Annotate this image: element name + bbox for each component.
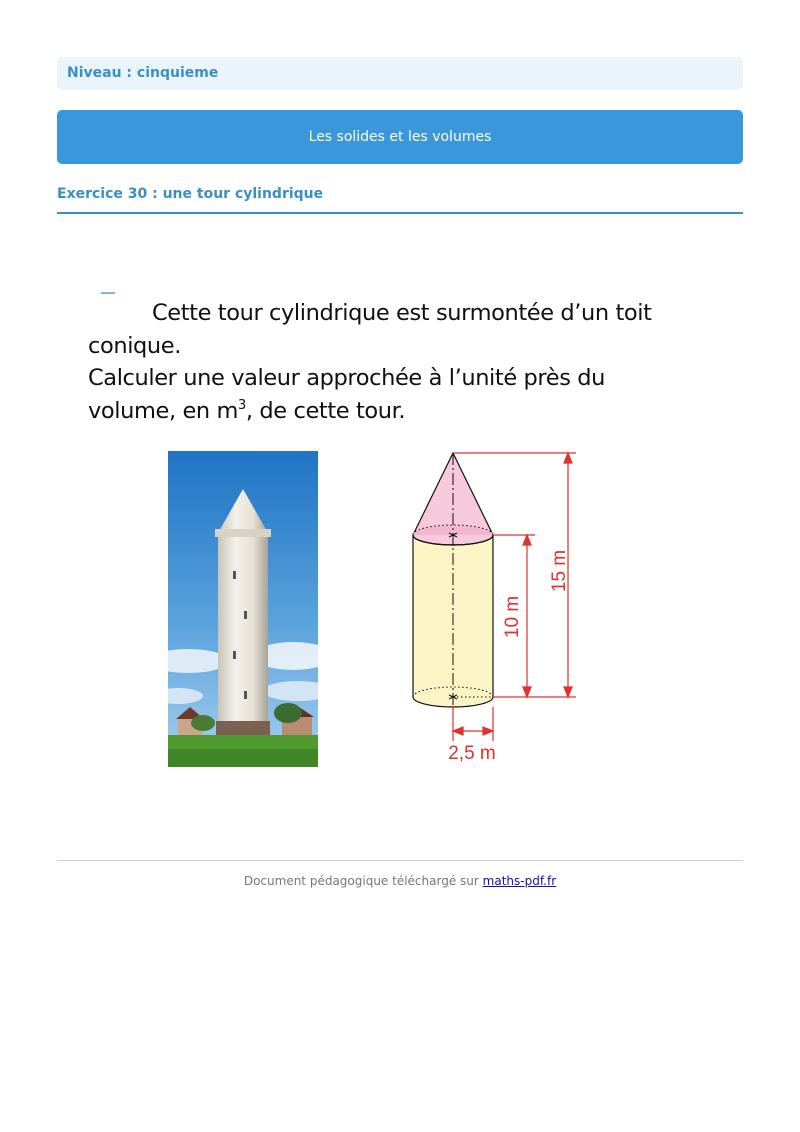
topic-banner: Les solides et les volumes [57,110,743,164]
cylinder-height-label: 10 m [502,595,523,639]
statement-line-2: conique. [88,332,181,359]
statement-line-1: Cette tour cylindrique est surmontée d’un toit [152,300,652,326]
statement-line-3: Calculer une valeur approchée à l’unité près du [88,365,606,391]
tower-photo [168,451,318,767]
statement-line-4 [88,395,688,428]
total-height-label: 15 m [549,549,570,593]
footer-link[interactable]: maths-pdf.fr [482,874,557,888]
statement-line-4-start: volume, en m [88,397,239,424]
footer [57,874,743,888]
footer-text: Document pédagogique téléchargé sur [243,874,479,888]
exercise-statement [88,297,688,427]
level-label: Niveau : cinquieme [57,57,743,90]
tower-diagram [400,445,600,770]
statement-line-4-end: , de cette tour. [245,397,406,424]
footer-divider [57,860,743,861]
decorative-dash [101,292,115,294]
radius-label: 2,5 m [448,743,496,764]
statement-exponent: 3 [238,397,246,413]
exercise-title: Exercice 30 : une tour cylindrique [57,186,743,214]
